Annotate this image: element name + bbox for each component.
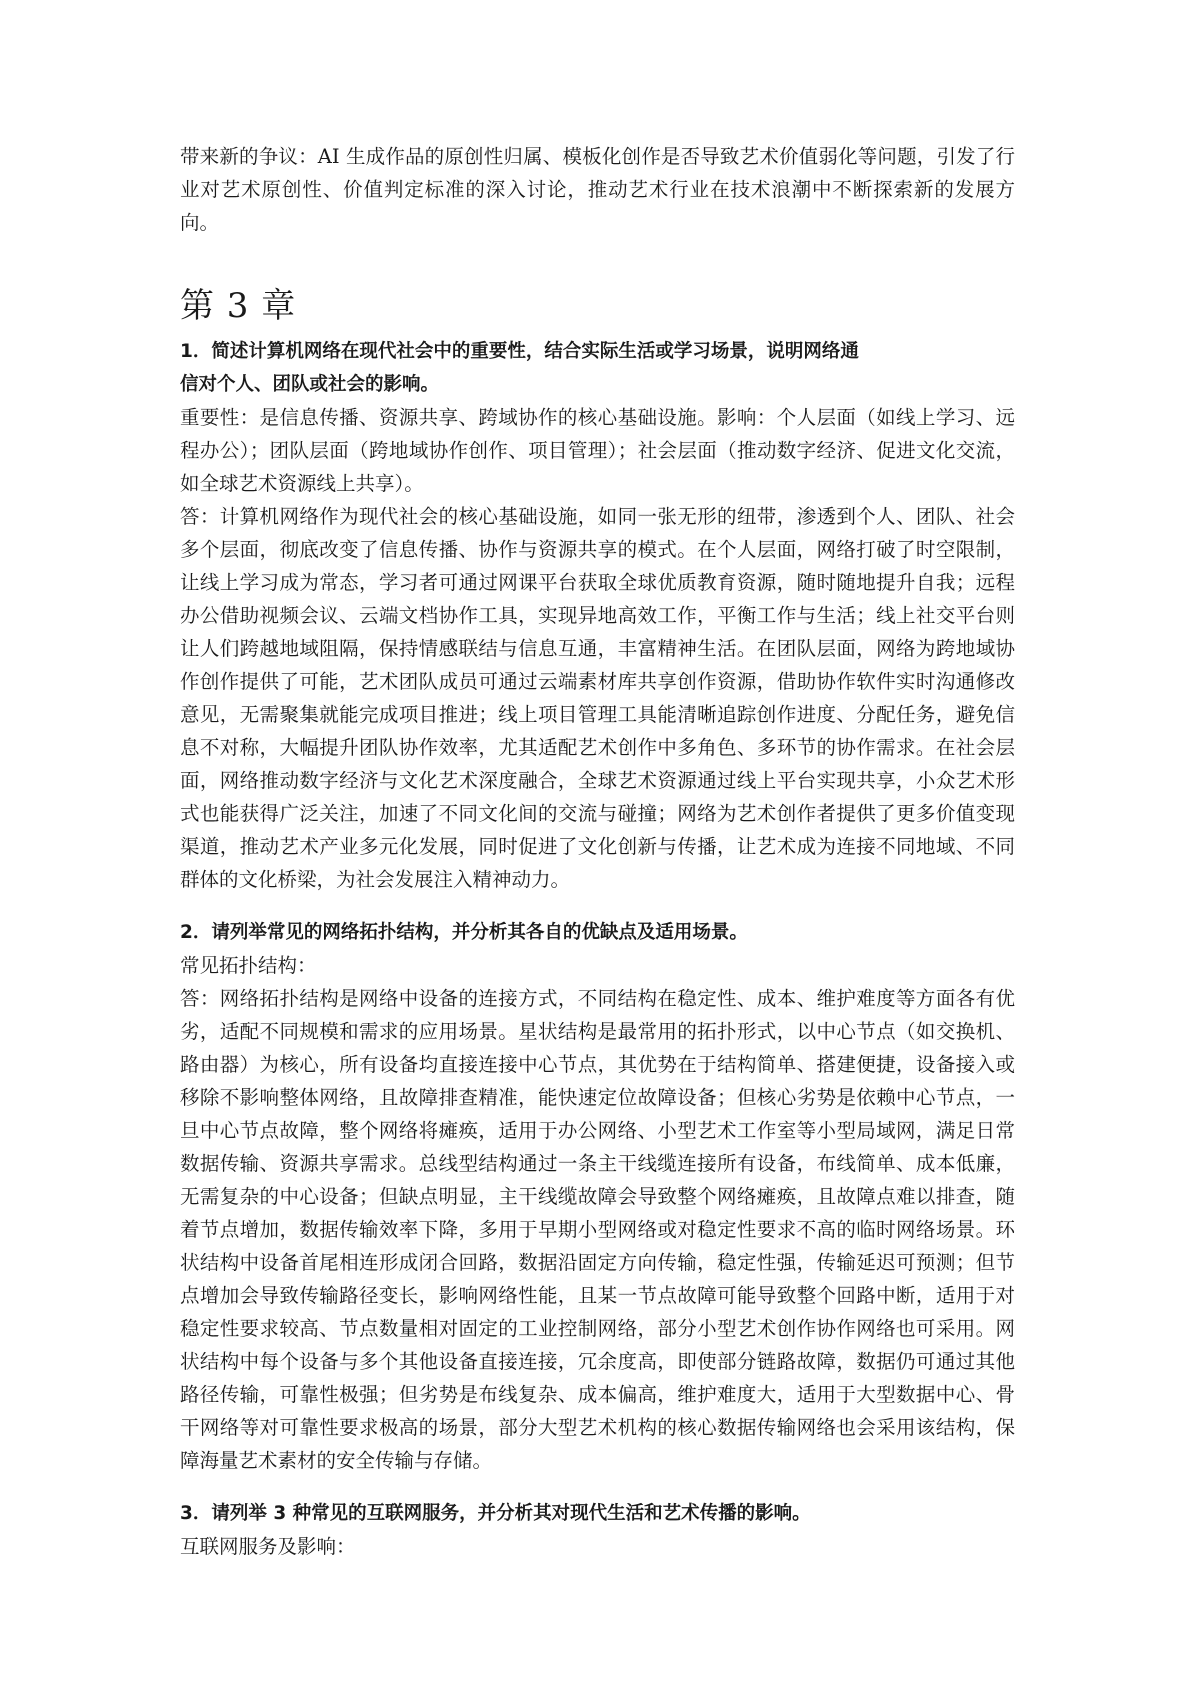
question-2 [180, 916, 1015, 1477]
question-3-summary: 互联网服务及影响： [180, 1535, 356, 1558]
question-2-summary: 常见拓扑结构： [180, 954, 317, 977]
question-3 [180, 1497, 1015, 1563]
question-1-title-line1: 1．简述计算机网络在现代社会中的重要性，结合实际生活或学习场景，说明网络通 [180, 341, 859, 362]
question-1 [180, 335, 1015, 896]
intro-paragraph: 带来新的争议：AI 生成作品的原创性归属、模板化创作是否导致艺术价值弱化等问题，引发了行业对艺术原创性、价值判定标准的深入讨论，推动艺术行业在技术浪潮中不断探索新的发展方向。 [180, 145, 1015, 234]
question-1-summary: 重要性：是信息传播、资源共享、跨域协作的核心基础设施。影响：个人层面（如线上学习、远程办公）；团队层面（跨地域协作创作、项目管理）；社会层面（推动数字经济、促进文化交流，如全球艺术资源线上共享）。 [180, 406, 1015, 495]
question-3-title: 3．请列举 3 种常见的互联网服务，并分析其对现代生活和艺术传播的影响。 [180, 1503, 811, 1524]
question-2-answer: 答：网络拓扑结构是网络中设备的连接方式，不同结构在稳定性、成本、维护难度等方面各有优劣，适配不同规模和需求的应用场景。星状结构是最常用的拓扑形式，以中心节点（如交换机、路由器）为核心，所有设备均直接连接中心节点，其优势在于结构简单、搭建便捷，设备接入或移除不影响整体网络，且故障排查精准，能快速定位故障设备；但核心劣势是依赖中心节点，一旦中心节点故障，整个网络将瘫痪，适用于办公网络、小型艺术工作室等小型局域网，满足日常数据传输、资源共享需求。总线型结构通过一条主干线缆连接所有设备，布线简单、成本低廉，无需复杂的中心设备；但缺点明显，主干线缆故障会导致整个网络瘫痪，且故障点难以排查，随着节点增加，数据传输效率下降，多用于早期小型网络或对稳定性要求不高的临时网络场景。环状结构中设备首尾相连形成闭合回路，数据沿固定方向传输，稳定性强，传输延迟可预测；但节点增加会导致传输路径变长，影响网络性能，且某一节点故障可能导致整个回路中断，适用于对稳定性要求较高、节点数量相对固定的工业控制网络，部分小型艺术创作协作网络也可采用。网状结构中每个设备与多个其他设备直接连接，冗余度高，即使部分链路故障，数据仍可通过其他路径传输，可靠性极强；但劣势是布线复杂、成本偏高，维护难度大，适用于大型数据中心、骨干网络等对可靠性要求极高的场景，部分大型艺术机构的核心数据传输网络也会采用该结构，保障海量艺术素材的安全传输与存储。 [180, 987, 1015, 1472]
question-1-answer: 答：计算机网络作为现代社会的核心基础设施，如同一张无形的纽带，渗透到个人、团队、社会多个层面，彻底改变了信息传播、协作与资源共享的模式。在个人层面，网络打破了时空限制，让线上学习成为常态，学习者可通过网课平台获取全球优质教育资源，随时随地提升自我；远程办公借助视频会议、云端文档协作工具，实现异地高效工作，平衡工作与生活；线上社交平台则让人们跨越地域阻隔，保持情感联结与信息互通，丰富精神生活。在团队层面，网络为跨地域协作创作提供了可能，艺术团队成员可通过云端素材库共享创作资源，借助协作软件实时沟通修改意见，无需聚集就能完成项目推进；线上项目管理工具能清晰追踪创作进度、分配任务，避免信息不对称，大幅提升团队协作效率，尤其适配艺术创作中多角色、多环节的协作需求。在社会层面，网络推动数字经济与文化艺术深度融合，全球艺术资源通过线上平台实现共享，小众艺术形式也能获得广泛关注，加速了不同文化间的交流与碰撞；网络为艺术创作者提供了更多价值变现渠道，推动艺术产业多元化发展，同时促进了文化创新与传播，让艺术成为连接不同地域、不同群体的文化桥梁，为社会发展注入精神动力。 [180, 505, 1015, 891]
chapter-heading: 第 3 章 [180, 286, 297, 326]
question-2-title: 2．请列举常见的网络拓扑结构，并分析其各自的优缺点及适用场景。 [180, 922, 748, 943]
question-1-title-line2: 信对个人、团队或社会的影响。 [180, 374, 440, 395]
document-page [180, 140, 1015, 1563]
question-1-title [180, 335, 1015, 401]
